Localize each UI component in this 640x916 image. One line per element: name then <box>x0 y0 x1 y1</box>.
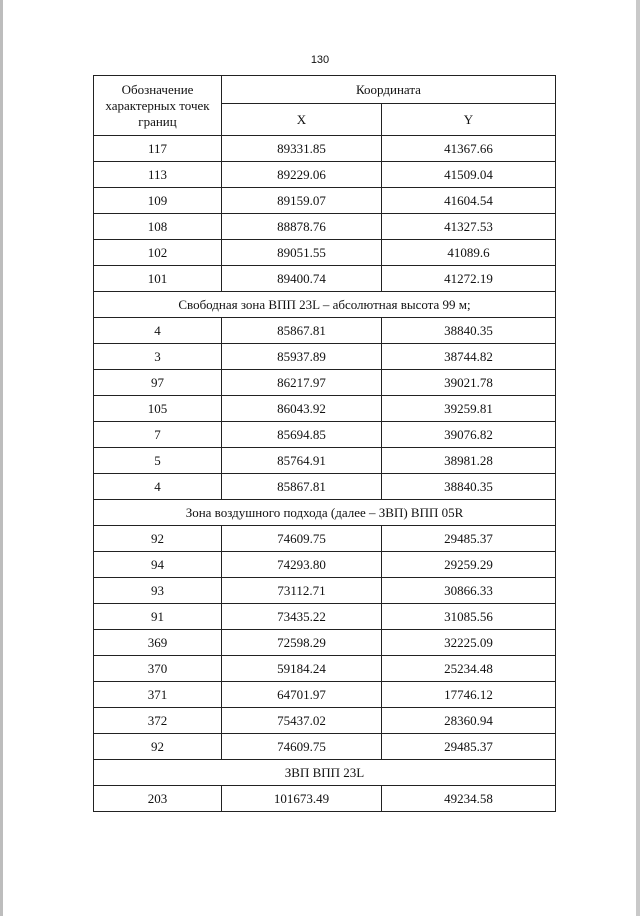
table-row <box>94 682 556 708</box>
section-title: Зона воздушного подхода (далее – ЗВП) ВПП 05R <box>94 500 556 526</box>
table-row <box>94 656 556 682</box>
table-row <box>94 474 556 500</box>
point-cell: 113 <box>94 162 222 188</box>
x-coordinate-cell: 89331.85 <box>222 136 382 162</box>
table-row <box>94 734 556 760</box>
point-cell: 117 <box>94 136 222 162</box>
table-row <box>94 188 556 214</box>
point-cell: 105 <box>94 396 222 422</box>
x-coordinate-cell: 86217.97 <box>222 370 382 396</box>
x-coordinate-cell: 85764.91 <box>222 448 382 474</box>
point-designation-header: Обозначение характерных точек границ <box>94 76 222 136</box>
y-coordinate-cell: 39021.78 <box>382 370 556 396</box>
y-coordinate-cell: 38744.82 <box>382 344 556 370</box>
point-cell: 108 <box>94 214 222 240</box>
section-row <box>94 292 556 318</box>
section-row <box>94 500 556 526</box>
table-row <box>94 526 556 552</box>
y-coordinate-cell: 29259.29 <box>382 552 556 578</box>
section-title: Свободная зона ВПП 23L – абсолютная высота 99 м; <box>94 292 556 318</box>
point-cell: 92 <box>94 734 222 760</box>
scan-edge-left <box>0 0 3 916</box>
x-coordinate-cell: 73435.22 <box>222 604 382 630</box>
x-coordinate-cell: 64701.97 <box>222 682 382 708</box>
x-coordinate-cell: 74293.80 <box>222 552 382 578</box>
x-coordinate-cell: 75437.02 <box>222 708 382 734</box>
page-number: 130 <box>310 54 330 66</box>
point-cell: 4 <box>94 474 222 500</box>
x-coordinate-cell: 59184.24 <box>222 656 382 682</box>
point-cell: 372 <box>94 708 222 734</box>
table-row <box>94 422 556 448</box>
table-row <box>94 552 556 578</box>
point-cell: 4 <box>94 318 222 344</box>
table-row <box>94 266 556 292</box>
x-coordinate-cell: 85867.81 <box>222 318 382 344</box>
y-coordinate-cell: 32225.09 <box>382 630 556 656</box>
section-title: ЗВП ВПП 23L <box>94 760 556 786</box>
table-body <box>94 136 556 812</box>
y-coordinate-cell: 41367.66 <box>382 136 556 162</box>
point-cell: 203 <box>94 786 222 812</box>
y-coordinate-cell: 41272.19 <box>382 266 556 292</box>
y-coordinate-cell: 39259.81 <box>382 396 556 422</box>
table-row <box>94 786 556 812</box>
y-coordinate-cell: 41604.54 <box>382 188 556 214</box>
point-cell: 92 <box>94 526 222 552</box>
table-row <box>94 136 556 162</box>
x-coordinate-cell: 89159.07 <box>222 188 382 214</box>
x-coordinate-cell: 89051.55 <box>222 240 382 266</box>
table-row <box>94 162 556 188</box>
y-coordinate-cell: 39076.82 <box>382 422 556 448</box>
table-row <box>94 578 556 604</box>
point-cell: 7 <box>94 422 222 448</box>
table-row <box>94 604 556 630</box>
coordinates-table <box>93 75 556 812</box>
point-cell: 102 <box>94 240 222 266</box>
y-coordinate-cell: 28360.94 <box>382 708 556 734</box>
y-coordinate-cell: 17746.12 <box>382 682 556 708</box>
point-cell: 371 <box>94 682 222 708</box>
y-coordinate-cell: 30866.33 <box>382 578 556 604</box>
x-coordinate-cell: 89229.06 <box>222 162 382 188</box>
y-coordinate-cell: 38840.35 <box>382 318 556 344</box>
table-row <box>94 630 556 656</box>
point-cell: 97 <box>94 370 222 396</box>
point-cell: 370 <box>94 656 222 682</box>
y-coordinate-cell: 41327.53 <box>382 214 556 240</box>
y-coordinate-cell: 31085.56 <box>382 604 556 630</box>
x-coordinate-cell: 88878.76 <box>222 214 382 240</box>
coordinate-header: Координата <box>222 76 556 104</box>
x-coordinate-cell: 85867.81 <box>222 474 382 500</box>
y-coordinate-cell: 29485.37 <box>382 734 556 760</box>
y-coordinate-cell: 49234.58 <box>382 786 556 812</box>
x-coordinate-cell: 85694.85 <box>222 422 382 448</box>
x-coordinate-cell: 73112.71 <box>222 578 382 604</box>
x-coordinate-cell: 89400.74 <box>222 266 382 292</box>
point-cell: 3 <box>94 344 222 370</box>
y-coordinate-cell: 41089.6 <box>382 240 556 266</box>
point-cell: 94 <box>94 552 222 578</box>
x-coordinate-cell: 72598.29 <box>222 630 382 656</box>
y-header: Y <box>382 104 556 136</box>
point-cell: 91 <box>94 604 222 630</box>
x-coordinate-cell: 86043.92 <box>222 396 382 422</box>
table-row <box>94 370 556 396</box>
point-cell: 5 <box>94 448 222 474</box>
x-coordinate-cell: 85937.89 <box>222 344 382 370</box>
y-coordinate-cell: 25234.48 <box>382 656 556 682</box>
table-row <box>94 396 556 422</box>
y-coordinate-cell: 29485.37 <box>382 526 556 552</box>
table-row <box>94 708 556 734</box>
point-cell: 101 <box>94 266 222 292</box>
y-coordinate-cell: 38840.35 <box>382 474 556 500</box>
point-cell: 369 <box>94 630 222 656</box>
table-row <box>94 344 556 370</box>
y-coordinate-cell: 41509.04 <box>382 162 556 188</box>
table-row <box>94 240 556 266</box>
point-cell: 93 <box>94 578 222 604</box>
y-coordinate-cell: 38981.28 <box>382 448 556 474</box>
scan-edge-right <box>636 0 640 916</box>
table-row <box>94 214 556 240</box>
x-header: X <box>222 104 382 136</box>
section-row <box>94 760 556 786</box>
table-row <box>94 318 556 344</box>
table-row <box>94 448 556 474</box>
point-cell: 109 <box>94 188 222 214</box>
x-coordinate-cell: 74609.75 <box>222 526 382 552</box>
x-coordinate-cell: 74609.75 <box>222 734 382 760</box>
x-coordinate-cell: 101673.49 <box>222 786 382 812</box>
table-header <box>94 76 556 136</box>
